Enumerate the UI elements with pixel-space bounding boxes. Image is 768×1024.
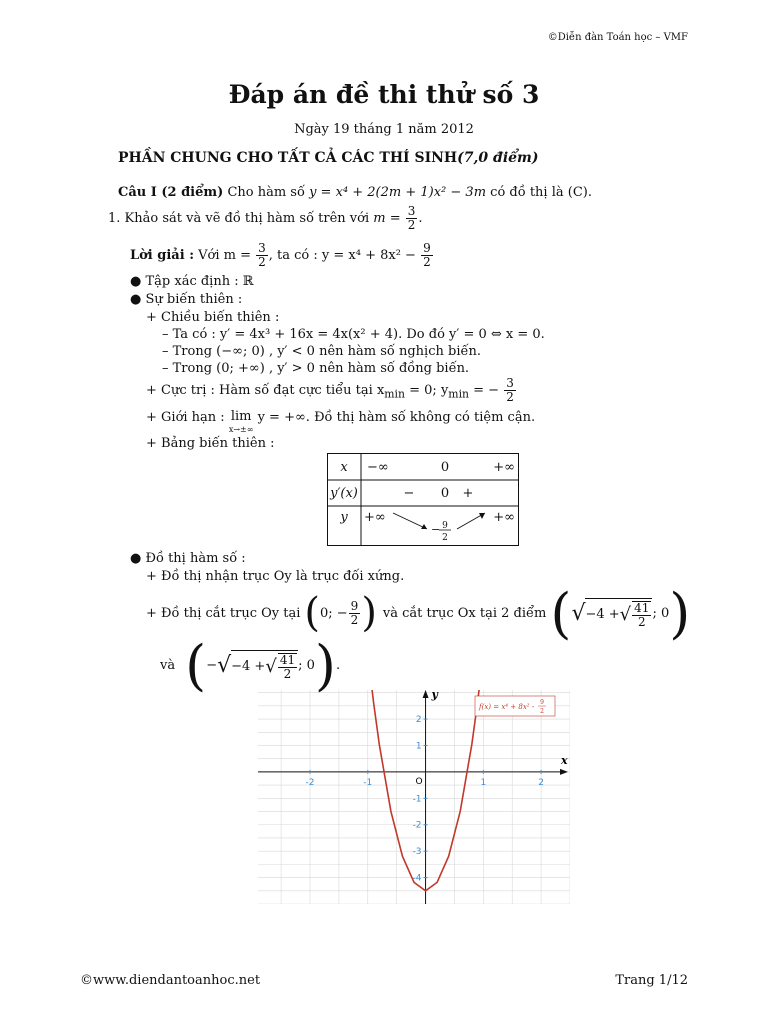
sqrt-sign-2: √ xyxy=(217,652,232,678)
oy-point: 0; − xyxy=(319,605,348,621)
extrema-sub-x: min xyxy=(384,387,405,401)
ox-end: ; 0 xyxy=(652,605,670,621)
fraction-denominator: 2 xyxy=(423,255,431,269)
y-tick-label: -2 xyxy=(412,820,422,831)
ox-point: −4 + xyxy=(585,607,620,622)
extrema-sub-y: min xyxy=(448,387,470,401)
legend-numerator: 9 xyxy=(540,699,544,706)
x-tick-label: 1 xyxy=(480,777,487,788)
table-label: + Bảng biến thiên : xyxy=(146,436,275,451)
fraction-numerator: 41 xyxy=(279,652,296,667)
and-text: và xyxy=(160,657,176,673)
x-axis-arrow xyxy=(560,769,568,775)
fraction-numerator: 9 xyxy=(423,241,431,255)
section-heading xyxy=(118,150,538,166)
solution-m-fraction xyxy=(256,242,268,269)
table-yprime-zero: 0 xyxy=(440,486,450,501)
oy-fraction xyxy=(349,600,361,627)
table-min-numerator: 9 xyxy=(442,521,448,531)
legend-text: f(x) = x⁴ + 8x² - xyxy=(479,703,535,711)
y-tick-label: 2 xyxy=(415,715,422,726)
y-axis-arrow xyxy=(423,690,429,698)
bullet-variation: ● Sự biến thiên : xyxy=(130,292,243,307)
extrema-text: + Cực trị : Hàm số đạt cực tiểu tại x xyxy=(146,383,385,398)
item1-cond: m = xyxy=(373,211,401,226)
item1-line: 1. Khảo sát và vẽ đồ thị hàm số trên với m = $\frac{3}{2}$ . xyxy=(108,204,423,232)
fraction-numerator: 3 xyxy=(258,241,266,255)
intersect-text-b: và cắt trục Ox tại 2 điểm xyxy=(382,605,547,621)
fraction-denominator: 2 xyxy=(283,666,292,681)
limit-line xyxy=(146,410,535,436)
x-tick-label: 2 xyxy=(538,777,544,788)
extrema-line xyxy=(146,377,517,404)
table-yprime-neg: − xyxy=(403,486,415,501)
fraction-numerator: 41 xyxy=(634,600,650,615)
decreasing-line: – Trong (−∞; 0) , y′ < 0 nên hàm số nghịch biến. xyxy=(162,344,481,359)
ox2-minus: − xyxy=(206,657,218,673)
ox2-point: −4 + xyxy=(231,659,266,674)
monotone-heading: + Chiều biến thiên : xyxy=(146,310,280,325)
bullet-domain: ● Tập xác định : ℝ xyxy=(130,274,254,289)
table-y-left-inf: +∞ xyxy=(364,510,386,525)
fraction-denominator: 2 xyxy=(637,614,646,629)
limit-operator xyxy=(229,410,254,436)
limit-text-b: y = +∞. Đồ thị hàm số không có tiệm cận. xyxy=(257,410,536,425)
y-tick-label: -3 xyxy=(412,847,422,858)
fraction-numerator: 9 xyxy=(350,598,359,613)
section-label: PHẦN CHUNG CHO TẤT CẢ CÁC THÍ SINH xyxy=(118,150,458,166)
fraction-denominator: 2 xyxy=(407,218,416,232)
legend-denominator: 2 xyxy=(540,708,544,715)
table-min-denominator: 2 xyxy=(442,533,448,543)
fraction-numerator: 3 xyxy=(407,204,416,218)
table-yprime-pos: + xyxy=(462,486,474,501)
extrema-text-b: = 0; y xyxy=(409,383,449,398)
item1-number: 1. xyxy=(108,211,121,226)
question-formula: y = x⁴ + 2(2m + 1)x² − 3m xyxy=(309,185,487,200)
solution-label: Lời giải : xyxy=(130,248,194,263)
graph-title: Đồ thị hàm số : xyxy=(145,551,246,566)
lim-text: lim xyxy=(230,409,252,424)
fraction-denominator: 2 xyxy=(350,612,359,627)
y-tick-label: -1 xyxy=(412,794,422,805)
fraction-numerator: 3 xyxy=(506,376,514,390)
chart-legend xyxy=(475,696,555,716)
ox2-radicand xyxy=(231,650,298,681)
domain-text: Tập xác định : ℝ xyxy=(145,274,254,289)
solution-text2: , ta có : y = x⁴ + 8x² − xyxy=(268,248,416,263)
paren-close-big: ) xyxy=(669,581,691,645)
sqrt-sign-inner-2: √ xyxy=(265,656,277,677)
increasing-line: – Trong (0; +∞) , y′ > 0 nên hàm số đồng biến. xyxy=(162,361,470,376)
bullet-graph: ● Đồ thị hàm số : xyxy=(130,551,246,566)
x-tick-label: -1 xyxy=(363,777,373,788)
item1-fraction xyxy=(406,205,418,232)
function-graph xyxy=(258,690,570,904)
fraction-denominator: 2 xyxy=(258,255,266,269)
question-line xyxy=(118,185,592,200)
sqrt-sign-inner: √ xyxy=(619,604,632,625)
table-x-zero: 0 xyxy=(440,460,450,475)
lim-subscript: x→±∞ xyxy=(228,425,254,434)
ox-radicand xyxy=(585,598,652,629)
derivative-line: – Ta có : y′ = 4x³ + 16x = 4x(x² + 4). Do đó y′ = 0 ⇔ x = 0. xyxy=(162,327,545,342)
second-point-line xyxy=(160,633,341,697)
question-text-b: có đồ thị là (C). xyxy=(490,185,592,200)
sqrt-sign: √ xyxy=(571,600,586,626)
x-tick-label: -2 xyxy=(305,777,315,788)
origin-label: O xyxy=(415,776,423,787)
symmetry-line: + Đồ thị nhận trục Oy là trục đối xứng. xyxy=(146,569,405,584)
extrema-text-c: = − xyxy=(473,383,500,398)
end-dot: . xyxy=(335,657,341,673)
y-tick-label: 1 xyxy=(415,741,422,752)
section-points: (7,0 điểm) xyxy=(457,150,539,166)
table-x-header: x xyxy=(340,460,348,475)
intersect-text-a: + Đồ thị cắt trục Oy tại xyxy=(146,605,301,621)
y-tick-label: -4 xyxy=(412,873,422,884)
page-title: Đáp án đề thi thử số 3 xyxy=(228,80,540,109)
question-label: Câu I (2 điểm) xyxy=(118,185,224,200)
footer-site: ©www.diendantoanhoc.net xyxy=(80,973,261,988)
paren-open: ( xyxy=(304,590,320,636)
table-min-sign: − xyxy=(431,523,441,536)
ox2-end: ; 0 xyxy=(298,657,315,673)
solution-c-fraction xyxy=(421,242,433,269)
solution-text: Với m = xyxy=(198,248,251,263)
paren-open-big: ( xyxy=(550,581,572,645)
header-copyright: ©Diễn đàn Toán học – VMF xyxy=(547,32,688,43)
paren-close: ) xyxy=(361,590,377,636)
intersect-line xyxy=(146,581,691,645)
x-axis-label: x xyxy=(561,753,568,767)
extrema-fraction xyxy=(504,377,516,404)
paren-open-big-2: ( xyxy=(185,633,207,697)
table-y-right-inf: +∞ xyxy=(493,510,515,525)
ox2-fraction xyxy=(278,653,297,681)
variation-text: Sự biến thiên : xyxy=(145,292,243,307)
decrease-arrow xyxy=(393,513,427,529)
solution-line xyxy=(130,242,434,269)
paren-close-big-2: ) xyxy=(314,633,336,697)
table-x-pos-inf: +∞ xyxy=(493,460,515,475)
limit-text-a: + Giới hạn : xyxy=(146,410,225,425)
y-axis-label: y xyxy=(431,690,438,701)
table-x-neg-inf: −∞ xyxy=(367,460,389,475)
date-line: Ngày 19 tháng 1 năm 2012 xyxy=(294,122,474,137)
question-text-a: Cho hàm số xyxy=(227,185,305,200)
ox-fraction xyxy=(632,601,651,629)
footer-page: Trang 1/12 xyxy=(615,973,688,988)
table-yprime-header: y′(x) xyxy=(330,486,358,501)
table-y-header: y xyxy=(340,510,348,525)
fraction-denominator: 2 xyxy=(506,390,514,404)
item1-text: Khảo sát và vẽ đồ thị hàm số trên với xyxy=(124,211,370,226)
variation-table xyxy=(327,453,519,546)
axis-ticks xyxy=(306,715,544,884)
